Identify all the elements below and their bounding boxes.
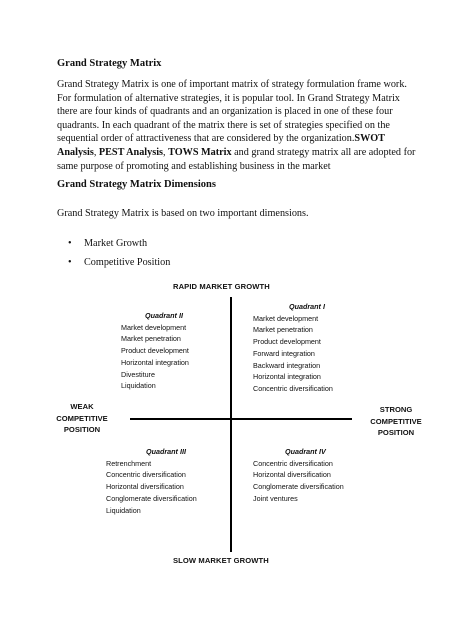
quadrant-1-title: Quadrant I <box>289 302 325 311</box>
swot-analysis-term: SWOT Analysis <box>57 133 385 158</box>
list-item: Concentric diversification <box>253 458 333 468</box>
left-label-line: COMPETITIVE <box>56 413 108 423</box>
slow-market-growth-label: SLOW MARKET GROWTH <box>173 556 269 565</box>
strong-competitive-position-label <box>362 404 430 439</box>
page-title: Grand Strategy Matrix <box>57 58 162 69</box>
quadrant-2-title: Quadrant II <box>145 311 183 320</box>
list-item: • Competitive Position <box>68 253 170 272</box>
quadrant-4 <box>253 446 344 505</box>
list-item: Retrenchment <box>106 458 152 468</box>
list-item: Horizontal integration <box>253 372 321 382</box>
list-item: Market development <box>253 313 319 323</box>
vertical-axis <box>230 297 232 552</box>
list-item: Conglomerate diversification <box>253 482 344 492</box>
pest-analysis-term: PEST Analysis <box>98 146 163 158</box>
list-item: Backward integration <box>253 360 321 370</box>
quadrant-3-title: Quadrant III <box>146 447 186 456</box>
intro-paragraph <box>57 78 417 173</box>
list-item: Horizontal integration <box>121 357 189 367</box>
quadrant-1 <box>253 301 333 395</box>
intro-text-1: Grand Strategy Matrix is one of important matrix of strategy formulation frame work. For formulation of alternative strategies, it is popular tool. In Grand Strategy Matrix there are four kinds of quadrants and an organization is placed in one of these four quadrants. In each quadrant of the matrix there is set of strategies specified on the sequential order of attractiveness that are considered by the organization. <box>57 79 407 145</box>
list-item: Liquidation <box>106 505 141 515</box>
list-item: Horizontal diversification <box>253 470 331 480</box>
dimensions-heading: Grand Strategy Matrix Dimensions <box>57 179 216 190</box>
intro-sep-2: , <box>163 146 169 158</box>
tows-matrix-term: TOWS Matrix <box>168 146 232 158</box>
quadrant-2 <box>121 310 189 392</box>
weak-competitive-position-label <box>50 401 114 436</box>
left-label-line: POSITION <box>63 425 101 434</box>
quadrant-3 <box>106 446 197 516</box>
right-label-line: COMPETITIVE <box>370 416 422 426</box>
list-item: Forward integration <box>253 348 315 358</box>
list-item: Market development <box>121 322 187 332</box>
list-item: Horizontal diversification <box>106 482 184 492</box>
list-item: Product development <box>121 346 189 356</box>
list-item: Concentric diversification <box>253 383 333 393</box>
intro-text-2: and grand strategy matrix all are adopted for same purpose of promoting and establishing business in the market <box>57 146 416 172</box>
horizontal-axis <box>130 418 352 420</box>
list-item: Conglomerate diversification <box>106 493 197 503</box>
list-item: Joint ventures <box>253 493 298 503</box>
list-item: Product development <box>253 337 321 347</box>
list-item: Market penetration <box>121 334 181 344</box>
intro-sep-1: , <box>93 146 99 158</box>
list-item: Concentric diversification <box>106 470 186 480</box>
right-label-line: STRONG <box>379 405 413 414</box>
list-item: Market penetration <box>253 325 313 335</box>
rapid-market-growth-label: RAPID MARKET GROWTH <box>173 282 270 291</box>
list-item: Divestiture <box>121 369 155 379</box>
dimensions-text: Grand Strategy Matrix is based on two important dimensions. <box>57 208 309 219</box>
quadrant-4-title: Quadrant IV <box>285 447 326 456</box>
left-label-line: WEAK <box>70 402 94 411</box>
list-item: Liquidation <box>121 381 156 391</box>
right-label-line: POSITION <box>377 428 415 437</box>
dimensions-list <box>68 234 170 272</box>
list-item: • Market Growth <box>68 234 170 253</box>
